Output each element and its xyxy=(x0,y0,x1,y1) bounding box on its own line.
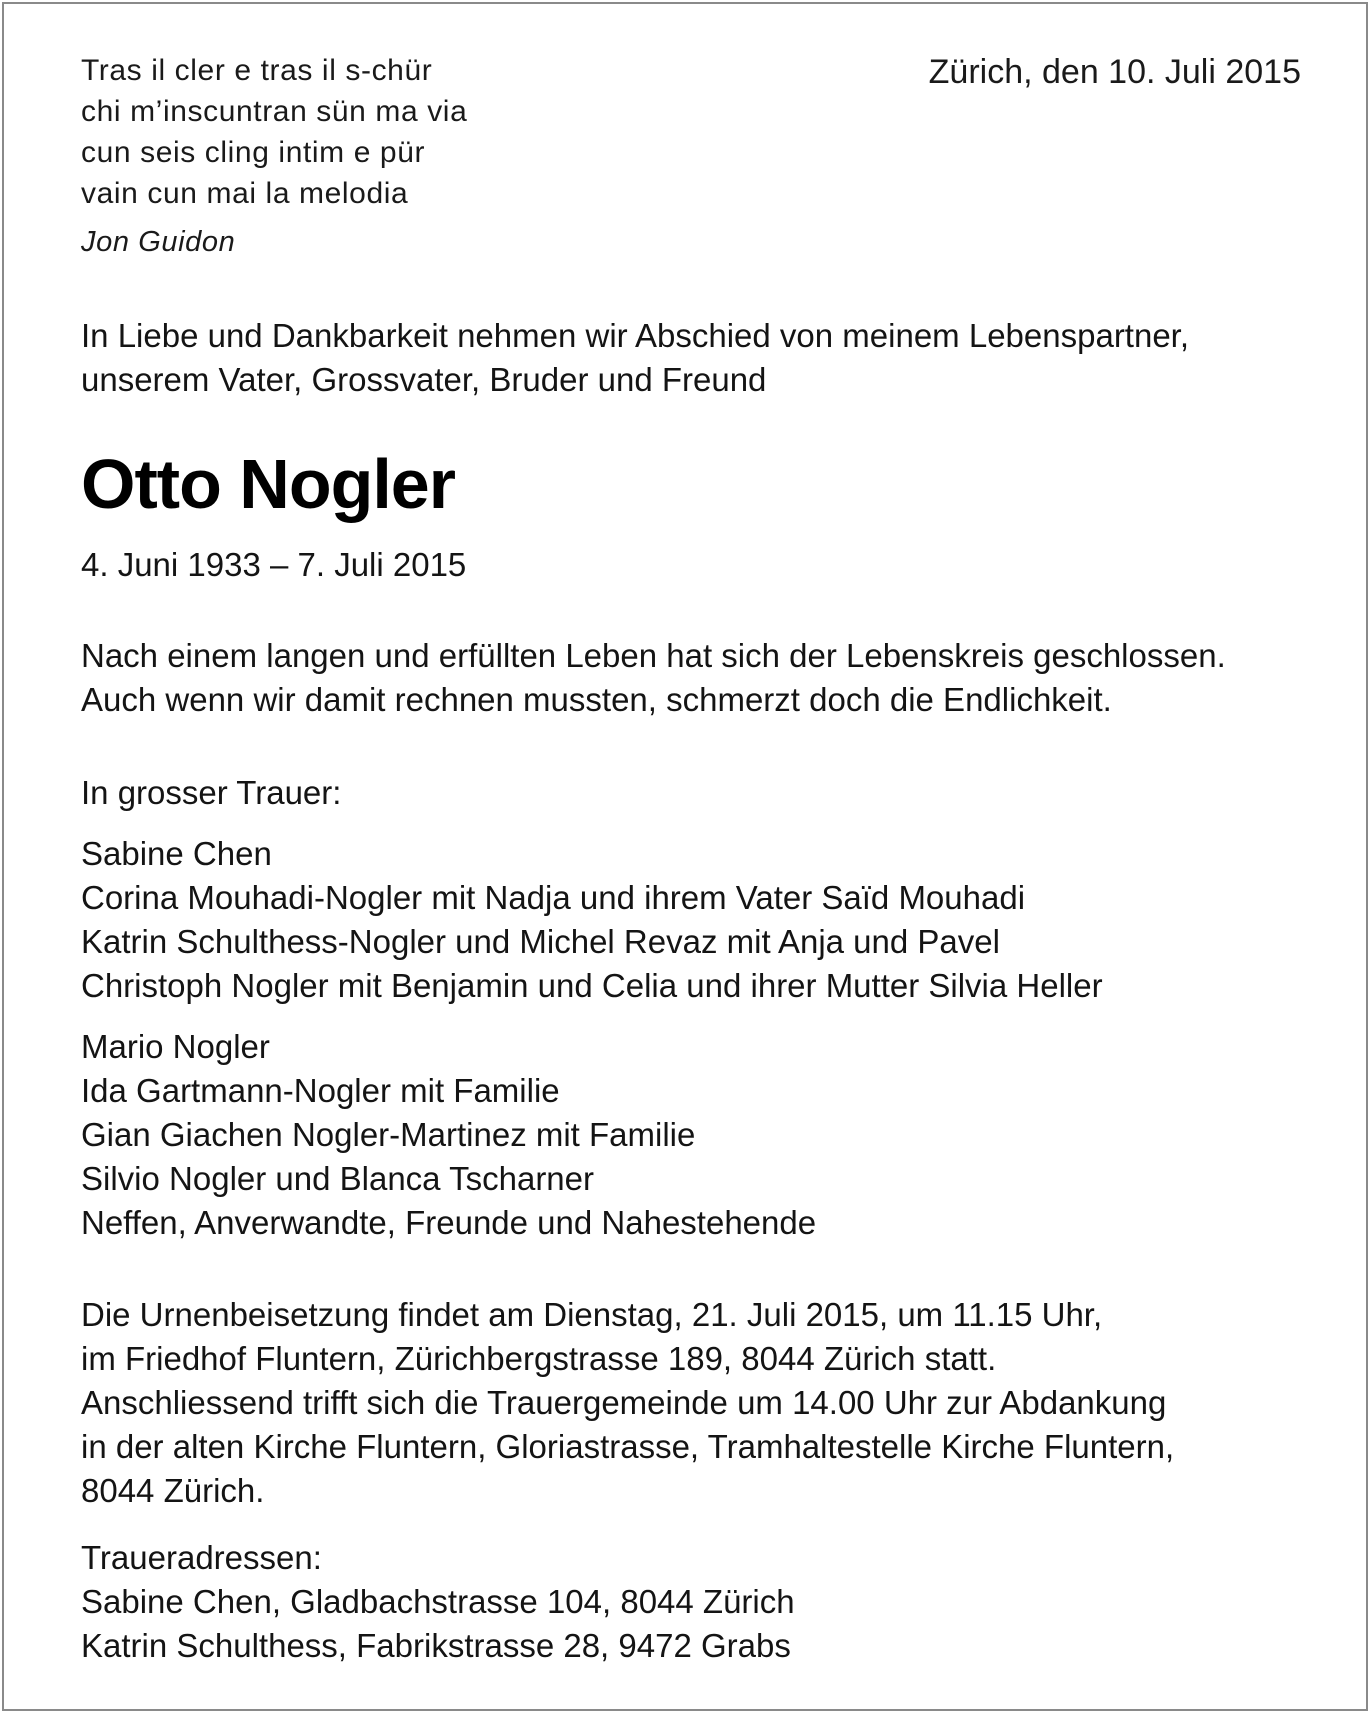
mourner-entry: Sabine Chen xyxy=(81,835,272,872)
deceased-name: Otto Nogler xyxy=(81,445,455,523)
mourner-entry: Silvio Nogler und Blanca Tscharner xyxy=(81,1160,594,1197)
ceremony-line: in der alten Kirche Fluntern, Gloriastrasse, Tramhaltestelle Kirche Fluntern, xyxy=(81,1428,1175,1465)
intro-line: In Liebe und Dankbarkeit nehmen wir Abschied von meinem Lebenspartner, xyxy=(81,317,1190,354)
reflection-line: Auch wenn wir damit rechnen mussten, schmerzt doch die Endlichkeit. xyxy=(81,681,1112,718)
poem-author: Jon Guidon xyxy=(81,226,236,258)
mourner-entry: Gian Giachen Nogler-Martinez mit Familie xyxy=(81,1116,696,1153)
mourner-entry: Neffen, Anverwandte, Freunde und Nahestehende xyxy=(81,1204,817,1241)
mourners-heading: In grosser Trauer: xyxy=(81,774,342,811)
poem-line: Tras il cler e tras il s-chür xyxy=(81,54,433,87)
life-dates: 4. Juni 1933 – 7. Juli 2015 xyxy=(81,546,467,583)
poem-line: chi m’inscuntran sün ma via xyxy=(81,95,468,128)
addresses-heading: Traueradressen: xyxy=(81,1539,322,1576)
mourner-entry: Ida Gartmann-Nogler mit Familie xyxy=(81,1072,560,1109)
place-date: Zürich, den 10. Juli 2015 xyxy=(928,53,1301,91)
intro-line: unserem Vater, Grossvater, Bruder und Freund xyxy=(81,361,767,398)
mourner-entry: Christoph Nogler mit Benjamin und Celia und ihrer Mutter Silvia Heller xyxy=(81,967,1103,1004)
obituary-notice xyxy=(2,2,1368,1711)
address-entry: Katrin Schulthess, Fabrikstrasse 28, 9472 Grabs xyxy=(81,1627,791,1664)
reflection-line: Nach einem langen und erfüllten Leben hat sich der Lebenskreis geschlossen. xyxy=(81,637,1226,674)
ceremony-line: Die Urnenbeisetzung findet am Dienstag, 21. Juli 2015, um 11.15 Uhr, xyxy=(81,1296,1103,1333)
mourner-entry: Mario Nogler xyxy=(81,1028,270,1065)
address-entry: Sabine Chen, Gladbachstrasse 104, 8044 Zürich xyxy=(81,1583,795,1620)
mourner-entry: Corina Mouhadi-Nogler mit Nadja und ihrem Vater Saïd Mouhadi xyxy=(81,879,1026,916)
ceremony-line: 8044 Zürich. xyxy=(81,1472,265,1509)
ceremony-line: Anschliessend trifft sich die Trauergemeinde um 14.00 Uhr zur Abdankung xyxy=(81,1384,1167,1421)
mourner-entry: Katrin Schulthess-Nogler und Michel Revaz mit Anja und Pavel xyxy=(81,923,1000,960)
ceremony-line: im Friedhof Fluntern, Zürichbergstrasse 189, 8044 Zürich statt. xyxy=(81,1340,997,1377)
poem-line: cun seis cling intim e pür xyxy=(81,136,426,169)
poem-line: vain cun mai la melodia xyxy=(81,177,409,210)
